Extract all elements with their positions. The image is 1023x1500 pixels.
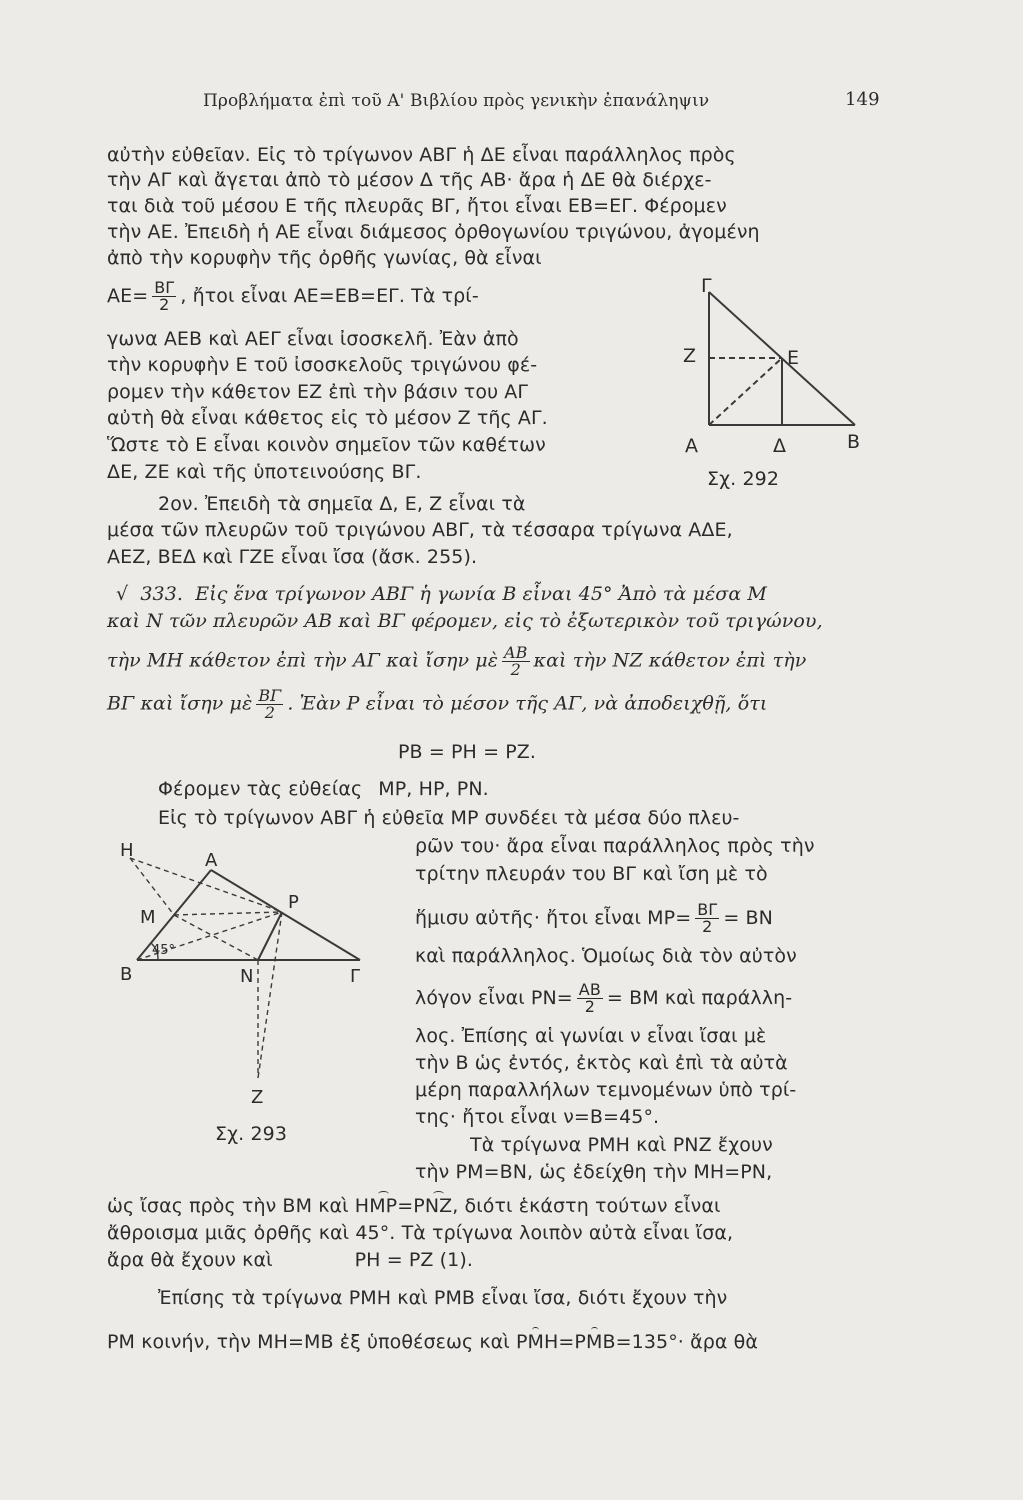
text-segment: ὡς ἴσας πρὸς τὴν ΒΜ καὶ Η	[107, 1195, 370, 1217]
text-line: της· ἤτοι εἶναι ν=Β=45°.	[415, 1106, 660, 1128]
fraction-numerator: ΑΒ	[578, 980, 601, 999]
figure-292	[665, 270, 875, 480]
fraction-denominator: 2	[702, 917, 713, 936]
text-line	[107, 1194, 721, 1218]
problem-text: . Ἐὰν Ρ εἶναι τὸ μέσον τῆς ΑΓ, νὰ ἀποδειχθῇ, ὅτι	[287, 692, 768, 715]
text-segment: λόγον εἶναι ΡΝ=	[415, 987, 573, 1009]
text-segment: Η=Ρ	[544, 1331, 586, 1353]
text-segment: Φέρομεν τὰς εὐθείας	[158, 778, 363, 800]
label-zeta: Ζ	[251, 1087, 264, 1108]
label-epsilon: Ε	[787, 347, 800, 369]
figure-293	[110, 840, 390, 1120]
text-line: καὶ παράλληλος. Ὁμοίως διὰ τὸν αὐτὸν	[415, 945, 797, 967]
running-title: Προβλήματα ἐπὶ τοῦ Α' Βιβλίου πρὸς γενικὴν ἐπανάληψιν	[203, 91, 710, 111]
text-line	[415, 902, 773, 935]
text-line	[107, 1330, 758, 1354]
text-line: τὴν ΑΕ. Ἐπειδὴ ἡ ΑΕ εἶναι διάμεσος ὀρθογωνίου τριγώνου, ἀγομένη	[107, 221, 760, 243]
equation-to-prove: ΡΒ = ΡΗ = ΡΖ.	[398, 741, 537, 763]
fraction-denominator: 2	[159, 295, 170, 314]
label-nu: Ν	[240, 966, 254, 987]
text-line: ρομεν τὴν κάθετον ΕΖ ἐπὶ τὴν βάσιν του ΑΓ	[107, 381, 529, 403]
problem-number: 333.	[140, 583, 184, 605]
label-gamma: Γ	[350, 966, 361, 987]
text-segment: = ΒΜ καὶ παράλλη-	[606, 987, 793, 1009]
text-line: Εἰς τὸ τρίγωνον ΑΒΓ ἡ εὐθεῖα ΜΡ συνδέει τὰ μέσα δύο πλευ-	[158, 807, 740, 829]
check-mark-icon: √	[116, 583, 129, 605]
text-segment: =Ρ	[397, 1195, 425, 1217]
text-line: τὴν Β ὡς ἐντός, ἐκτὸς καὶ ἐπὶ τὰ αὐτὰ	[415, 1052, 788, 1074]
label-rho: Ρ	[288, 892, 299, 913]
equation-lhs: ΑΕ=	[107, 285, 149, 307]
text-line	[415, 982, 792, 1015]
text-line: τὴν ΑΓ καὶ ἄγεται ἀπὸ τὸ μέσον Δ τῆς ΑΒ· ἄρα ἡ ΔΕ θὰ διέρχε-	[107, 169, 712, 191]
problem-text: ΒΓ καὶ ἴσην μὲ	[107, 692, 253, 715]
fraction-denominator: 2	[510, 660, 521, 679]
figure-292-caption: Σχ. 292	[707, 468, 780, 490]
text-line: Τὰ τρίγωνα ΡΜΗ καὶ ΡΝΖ ἔχουν	[470, 1134, 773, 1156]
label-beta: Β	[847, 431, 861, 453]
label-delta: Δ	[773, 435, 786, 457]
text-line: ται διὰ τοῦ μέσου Ε τῆς πλευρᾶς ΒΓ, ἤτοι εἶναι ΕΒ=ΕΓ. Φέρομεν	[107, 195, 727, 217]
label-mu: Μ	[140, 907, 156, 928]
fraction-numerator: ΒΓ	[154, 278, 175, 297]
text-line: μέρη παραλλήλων τεμνομένων ὑπὸ τρί-	[415, 1079, 797, 1101]
text-segment: ἥμισυ αὐτῆς· ἤτοι εἶναι ΜΡ=	[415, 907, 692, 929]
text-line: τὴν κορυφὴν Ε τοῦ ἰσοσκελοῦς τριγώνου φέ-	[107, 354, 538, 376]
text-line: ΑΕΖ, ΒΕΔ καὶ ΓΖΕ εἶναι ἴσα (ἄσκ. 255).	[107, 546, 478, 568]
fraction-denominator: 2	[264, 703, 275, 722]
problem-statement-line	[116, 582, 767, 606]
text-line	[158, 777, 489, 801]
text-line: Ἐπίσης τὰ τρίγωνα ΡΜΗ καὶ ΡΜΒ εἶναι ἴσα, διότι ἔχουν τὴν	[158, 1287, 728, 1309]
fraction-denominator: 2	[584, 997, 595, 1016]
segment-mn	[174, 915, 258, 960]
label-zeta: Ζ	[683, 345, 697, 367]
text-segment: ἄρα θὰ ἔχουν καὶ	[107, 1249, 273, 1271]
fraction-numerator: ΒΓ	[697, 900, 718, 919]
label-beta: Β	[120, 964, 133, 985]
text-line: ρῶν του· ἄρα εἶναι παράλληλος πρὸς τὴν	[415, 835, 815, 857]
problem-statement-line: καὶ Ν τῶν πλευρῶν ΑΒ καὶ ΒΓ φέρομεν, εἰς τὸ ἐξωτερικὸν τοῦ τριγώνου,	[107, 610, 823, 632]
angle-mark: ΜΡ	[369, 1195, 398, 1217]
fraction	[577, 982, 603, 1015]
text-line: γωνα ΑΕΒ καὶ ΑΕΓ εἶναι ἰσοσκελῆ. Ἐὰν ἀπὸ	[107, 328, 519, 350]
label-alpha: Α	[685, 435, 698, 457]
fraction	[502, 645, 530, 678]
text-line: ΔΕ, ΖΕ καὶ τῆς ὑποτεινούσης ΒΓ.	[107, 461, 422, 483]
text-segment: ΜΡ, ΗΡ, ΡΝ.	[378, 778, 489, 800]
problem-text: Εἰς ἕνα τρίγωνον ΑΒΓ ἡ γωνία Β εἶναι 45° Ἀπὸ τὰ μέσα Μ	[195, 583, 767, 605]
text-line: Ὥστε τὸ Ε εἶναι κοινὸν σημεῖον τῶν καθέτων	[107, 434, 546, 456]
text-line: αὐτὴν εὐθεῖαν. Εἰς τὸ τρίγωνον ΑΒΓ ἡ ΔΕ εἶναι παράλληλος πρὸς	[107, 144, 736, 166]
problem-statement-line	[107, 645, 806, 678]
problem-statement-line	[107, 688, 767, 721]
segment-pn	[258, 912, 282, 960]
text-line: τὴν ΡΜ=ΒΝ, ὡς ἐδείχθη τὴν ΜΗ=ΡΝ,	[415, 1161, 773, 1183]
label-angle-45: 45°	[152, 943, 176, 958]
fraction-numerator: ΑΒ	[504, 643, 528, 662]
text-line: 2ον. Ἐπειδὴ τὰ σημεῖα Δ, Ε, Ζ εἶναι τὰ	[158, 493, 526, 515]
angle-mark: Μ	[527, 1331, 545, 1353]
text-line: τρίτην πλευράν του ΒΓ καὶ ἴση μὲ τὸ	[415, 863, 768, 885]
text-segment: Β=135°· ἄρα θὰ	[602, 1331, 758, 1353]
equation-line	[107, 280, 479, 313]
text-line: μέσα τῶν πλευρῶν τοῦ τριγώνου ΑΒΓ, τὰ τέσσαρα τρίγωνα ΑΔΕ,	[107, 519, 733, 541]
fraction	[256, 688, 283, 721]
segment-mp	[174, 912, 282, 915]
text-line	[107, 1248, 473, 1272]
problem-text: τὴν ΜΗ κάθετον ἐπὶ τὴν ΑΓ καὶ ἴσην μὲ	[107, 649, 499, 672]
text-segment: ΡΜ κοινήν, τὴν ΜΗ=ΜΒ ἐξ ὑποθέσεως καὶ Ρ	[107, 1331, 528, 1353]
text-segment: , διότι ἑκάστη τούτων εἶναι	[452, 1195, 721, 1217]
text-line: αὐτὴ θὰ εἶναι κάθετος εἰς τὸ μέσον Ζ τῆς ΑΓ.	[107, 407, 548, 429]
fraction-numerator: ΒΓ	[258, 686, 282, 705]
text-segment: = ΒΝ	[723, 907, 773, 929]
page-number: 149	[845, 89, 880, 110]
fraction	[695, 902, 719, 935]
median-ae	[709, 358, 782, 425]
fraction	[152, 280, 176, 313]
angle-mark: Μ	[585, 1331, 603, 1353]
angle-mark: ΝΖ	[424, 1195, 453, 1217]
label-alpha: Α	[205, 850, 218, 871]
figure-293-caption: Σχ. 293	[215, 1123, 288, 1145]
equation-rest: , ἤτοι εἶναι ΑΕ=ΕΒ=ΕΓ. Τὰ τρί-	[180, 285, 479, 307]
text-line: ἀπὸ τὴν κορυφὴν τῆς ὀρθῆς γωνίας, θὰ εἶναι	[107, 247, 542, 269]
equation-one: ΡΗ = ΡΖ (1).	[354, 1249, 474, 1271]
text-line: λος. Ἐπίσης αἱ γωνίαι ν εἶναι ἴσαι μὲ	[415, 1025, 767, 1047]
text-line: ἄθροισμα μιᾶς ὀρθῆς καὶ 45°. Τὰ τρίγωνα λοιπὸν αὐτὰ εἶναι ἴσα,	[107, 1222, 734, 1244]
label-gamma: Γ	[701, 275, 712, 297]
label-eta: Η	[120, 840, 134, 861]
problem-text: καὶ τὴν ΝΖ κάθετον ἐπὶ τὴν	[533, 649, 807, 672]
